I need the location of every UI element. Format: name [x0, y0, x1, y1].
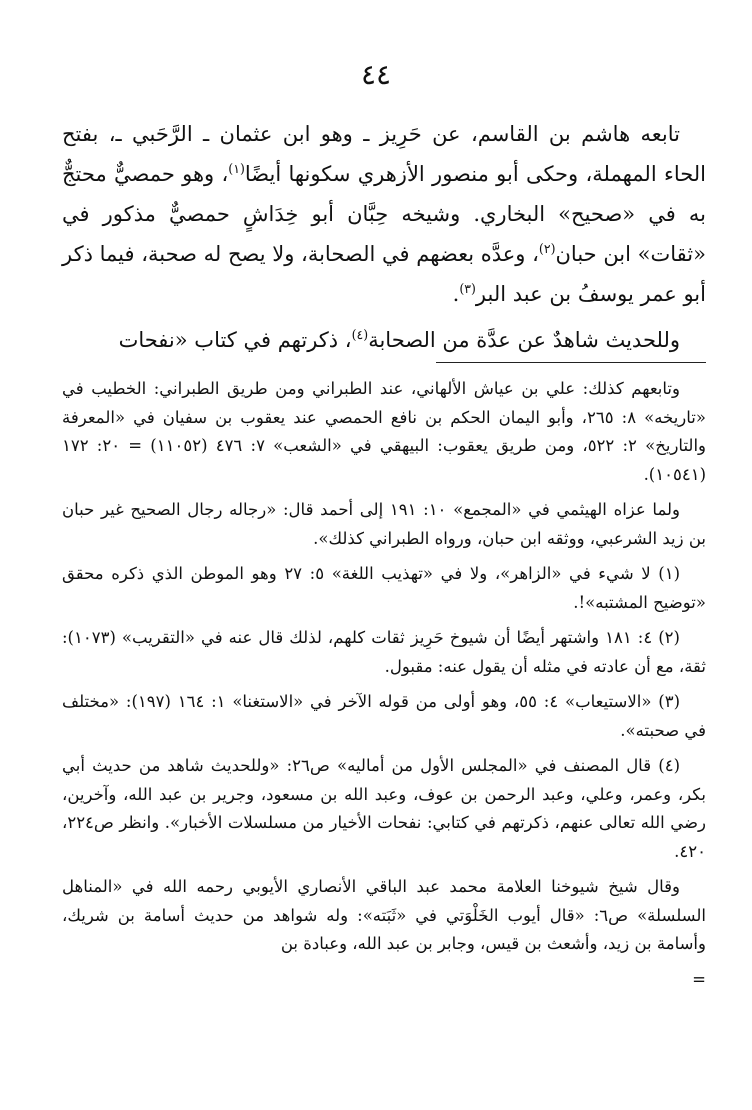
- main-text-segment: تابعه هاشم بن القاسم، عن حَرِيز ـ وهو ابن عثمان ـ الرَّحَبي ـ، بفتح الحاء المهملة، وحكى أبو منصور الأزهري سكونها أيضًا: [62, 122, 707, 186]
- main-text-segment: .: [452, 282, 460, 306]
- footnote-ref-2: (٢): [538, 241, 556, 256]
- main-text: [62, 114, 706, 360]
- main-text-segment: ، وهو حمصيٌّ محتجٌّ به في «صحيح» البخاري. وشيخه حِبَّان أبو خِدَاشٍ حمصيٌّ مذكور في «ثقات» ابن حبان: [62, 162, 706, 266]
- footnote-continuation: وتابعهم كذلك: علي بن عياش الألهاني، عند الطبراني ومن طريق الطبراني: الخطيب في «تاريخه» ٨: ٢٦٥، وأبو اليمان الحكم بن نافع الحمصي عند يعقوب بن سفيان في «المعرفة والتاريخ» ٢: ٥٢٢، ومن طريق يعقوب: البيهقي في «الشعب» ٧: ٤٧٦ (١١٠٥٢) = ٢٠: ١٧٢ (١٠٥٤١).: [62, 379, 707, 484]
- footnote-ref-1: (١): [228, 161, 245, 176]
- main-paragraph-1: [62, 114, 706, 314]
- footnote-2: (٢) ٤: ١٨١ واشتهر أيضًا أن شيوخ حَرِيز ثقات كلهم، لذلك قال عنه في «التقريب» (١٠٧٣): ثقة، مع أن عادته في مثله أن يقول عنه: مقبول.: [62, 628, 706, 676]
- footnote-continuation-2: ولما عزاه الهيثمي في «المجمع» ١٠: ١٩١ إلى أحمد قال: «رجاله رجال الصحيح غير حبان بن زيد الشرعبي، ووثقه ابن حبان، ورواه الطبراني كذلك».: [62, 500, 706, 548]
- footnotes: [62, 375, 706, 1001]
- page-number: ٤٤: [360, 58, 392, 91]
- footnote-ref-3: (٣): [459, 281, 476, 296]
- main-paragraph-2: [62, 320, 706, 360]
- main-text-segment: ، ذكرتهم في كتاب «نفحات: [118, 328, 352, 352]
- footnote-ref-4: (٤): [351, 327, 369, 342]
- footnote-divider: [436, 362, 706, 363]
- footnote-4-extra: وقال شيخ شيوخنا العلامة محمد عبد الباقي الأنصاري الأيوبي رحمه الله في «المناهل السلسلة» ص٦: «قال أيوب الخَلْوَتي في «ثَبَته»: وله شواهد من حديث أسامة بن شريك، وأسامة بن زيد، وأشعث بن قيس، وجابر بن عبد الله، وعبادة بن: [62, 877, 706, 953]
- footnote-1: (١) لا شيء في «الزاهر»، ولا في «تهذيب اللغة» ٥: ٢٧ وهو الموطن الذي ذكره محقق «توضيح المشتبه»!.: [62, 564, 706, 612]
- footnote-4: (٤) قال المصنف في «المجلس الأول من أماليه» ص٢٦: «وللحديث شاهد من حديث أبي بكر، وعمر، وعلي، وعبد الرحمن بن عوف، وعبد الله بن مسعود، وجرير بن عبد الله، وآخرين، رضي الله تعالى عنهم، ذكرتهم في كتابي: نفحات الأخيار من مسلسلات الأخبار». وانظر ص٢٢٤، ٤٢٠.: [62, 756, 706, 861]
- continuation-mark: =: [692, 969, 706, 989]
- main-text-segment: وللحديث شاهدٌ عن عدَّة من الصحابة: [368, 328, 680, 352]
- main-text-segment: ، وعدَّه بعضهم في الصحابة، ولا يصح له صحبة، فيما ذكر أبو عمر يوسفُ بن عبد البر: [62, 242, 706, 306]
- footnote-3: (٣) «الاستيعاب» ٤: ٥٥، وهو أولى من قوله الآخر في «الاستغنا» ١: ١٦٤ (١٩٧): «مختلف في صحبته».: [62, 692, 706, 740]
